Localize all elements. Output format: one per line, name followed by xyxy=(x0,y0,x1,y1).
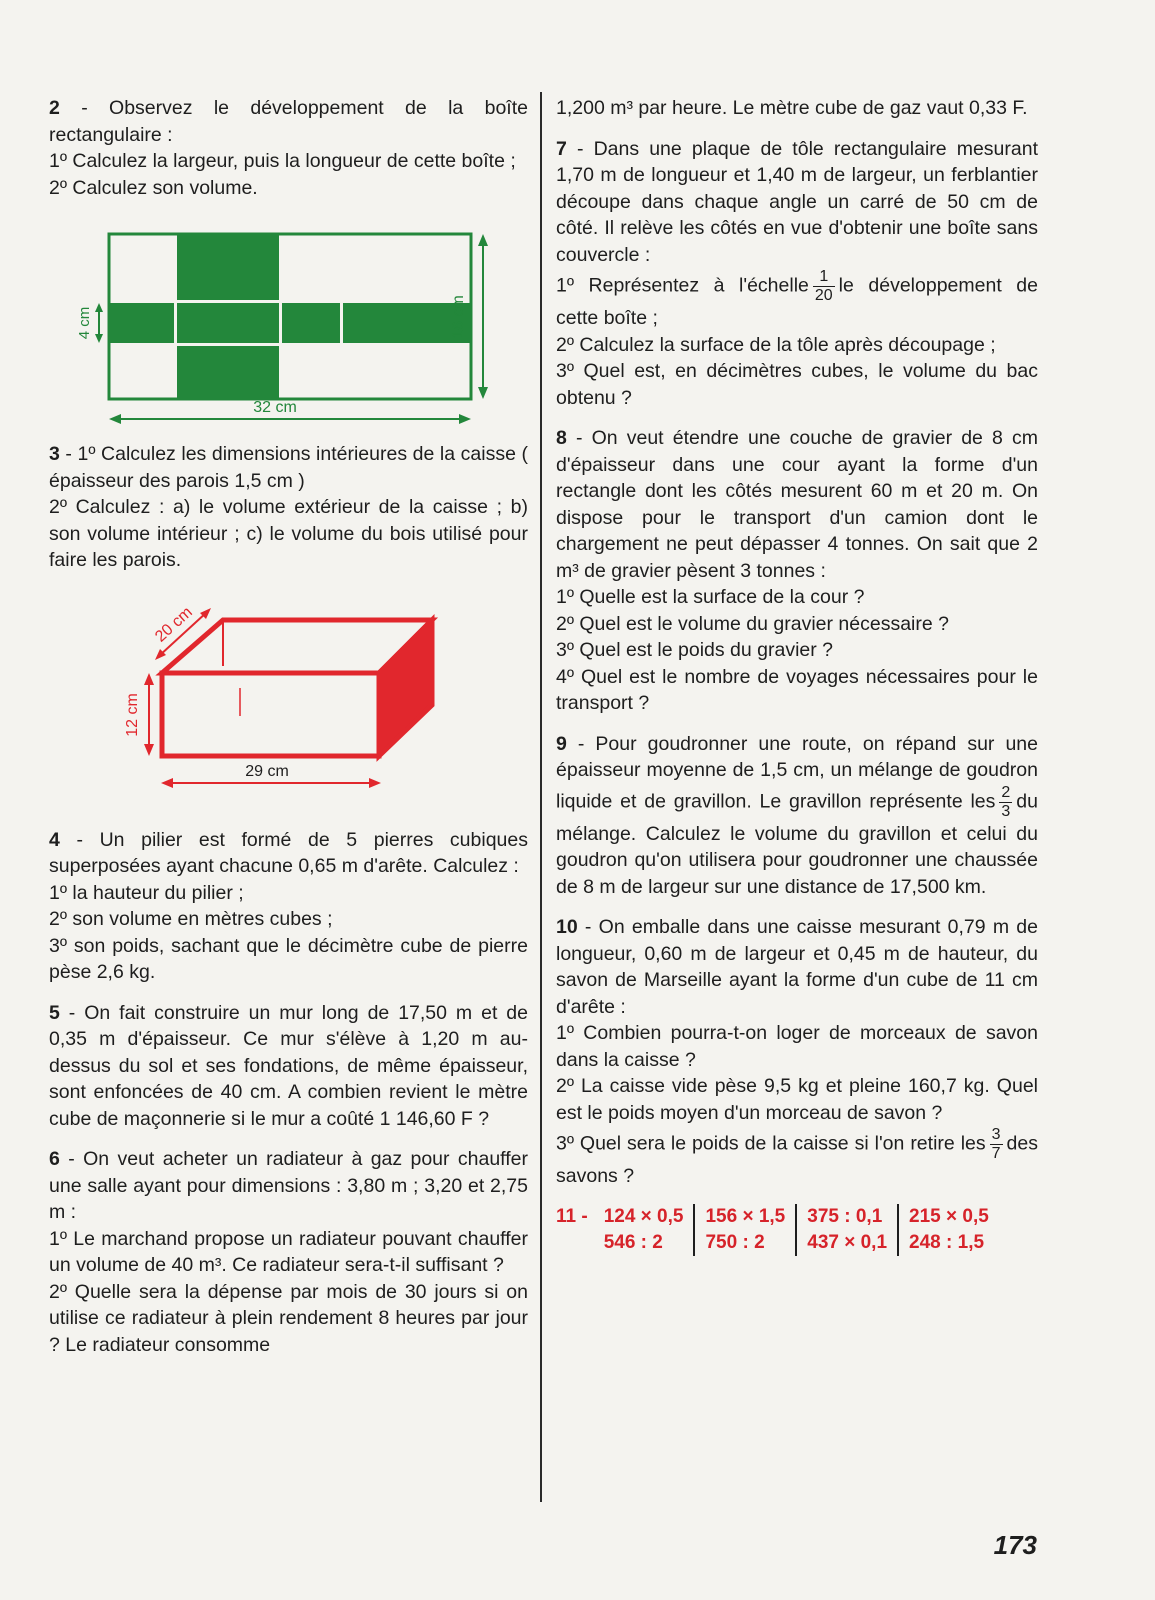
question-1: 1º Le marchand propose un radiateur pouvant chauffer un volume de 40 m³. Ce radiateur sera-t-il suffisant ? xyxy=(49,1227,528,1276)
soap-fraction: $\frac{3}{7}$ xyxy=(991,1126,1001,1162)
exercise-intro: On veut étendre une couche de gravier de 8 cm d'épaisseur dans une cour ayant la forme d'un rectangle dont les côtés mesurent 60 m et 20 m. On dispose pour le transport d'un camion dont le chargement ne peut dépasser 4 tonnes. On sait que 2 m³ de gravier pèsent 3 tonnes : xyxy=(556,427,1038,582)
exercise-intro: On veut acheter un radiateur à gaz pour chauffer une salle ayant pour dimensions : 3,80 m ; 3,20 et 2,75 m : xyxy=(49,1148,528,1223)
column-divider xyxy=(540,92,542,1502)
operations-row xyxy=(556,1204,999,1230)
box-net-figure xyxy=(49,207,528,427)
exercise-number: 8 xyxy=(556,427,567,449)
height-label: 12 cm xyxy=(124,692,141,737)
question-2: 2º Calculez la surface de la tôle après découpage ; xyxy=(556,333,996,356)
exercise-7: 7 - Dans une plaque de tôle rectangulaire mesurant 1,70 m de longueur et 1,40 m de largeur, un ferblantier découpe dans chaque angle un carré de 50 cm de côté. Il relève les côtés en vue d'obtenir une boîte sans couvercle : 1º Représentez à l'échelle $\frac{1}{20}$ le développement de cette boîte ; 2º Calculez la surface de la tôle après découpage ; 3º Quel est, en décimètres cubes, le volume du bac obtenu ? xyxy=(556,136,1038,412)
question-3: 3º Quel est le poids du gravier ? xyxy=(556,639,834,661)
width-label: 32 cm xyxy=(253,399,297,416)
question-2: 2º La caisse vide pèse 9,5 kg et pleine 160,7 kg. Quel est le poids moyen d'un morceau de savon ? xyxy=(556,1075,1038,1124)
arrowhead xyxy=(95,334,103,343)
arrowhead xyxy=(144,744,154,756)
exercise-4: 4 - Un pilier est formé de 5 pierres cubiques superposées ayant chacune 0,65 m d'arête. Calculez : 1º la hauteur du pilier ; 2º son volume en mètres cubes ; 3º son poids, sachant que le décimètre cube de pierre pèse 2,6 kg. xyxy=(49,827,528,986)
exercise-number: 4 xyxy=(49,828,60,851)
question-3: 3º Quel sera le poids de la caisse si l'on retire les $\frac{3}{7}$ des savons ? xyxy=(556,1126,1038,1187)
exercise-3: 3 - 1º Calculez les dimensions intérieures de la caisse ( épaisseur des parois 1,5 cm ) 2º Calculez : a) le volume extérieur de la caisse ; b) son volume intérieur ; c) le volume du bois utilisé pour faire les parois. 20 cm 12 cm 29 cm xyxy=(49,441,528,795)
exercise-intro: Un pilier est formé de 5 pierres cubiques superposées ayant chacune 0,65 m d'arête. Calculez : xyxy=(49,828,528,877)
width-label: 29 cm xyxy=(245,762,289,780)
depth-label: 20 cm xyxy=(152,603,196,646)
operations-table xyxy=(556,1204,999,1256)
operation: 375 : 0,1 xyxy=(796,1204,898,1230)
question-1: 1º Calculez les dimensions intérieures de la caisse ( épaisseur des parois 1,5 cm ) xyxy=(49,443,528,492)
exercise-10: 10 - On emballe dans une caisse mesurant 0,79 m de longueur, 0,60 m de largeur et 0,45 m de hauteur, du savon de Marseille ayant la forme d'un cube de 11 cm d'arête : 1º Combien pourra-t-on loger de morceaux de savon dans la caisse ? 2º La caisse vide pèse 9,5 kg et pleine 160,7 kg. Quel est le poids moyen d'un morceau de savon ? 3º Quel sera le poids de la caisse si l'on retire les $\frac{3}{7}$ des savons ? xyxy=(556,914,1038,1190)
exercise-number: 9 xyxy=(556,732,567,755)
question-4: 4º Quel est le nombre de voyages nécessaires pour le transport ? xyxy=(556,665,1038,714)
height-label: 16 cm xyxy=(450,295,467,339)
net-face-right-flap xyxy=(282,303,340,343)
crate-front-face xyxy=(162,673,379,756)
arrowhead xyxy=(144,673,154,685)
operation: 248 : 1,5 xyxy=(898,1230,999,1256)
arrowhead xyxy=(161,778,173,788)
mix-fraction: $\frac{2}{3}$ xyxy=(1001,783,1011,820)
question-1: 1º la hauteur du pilier ; xyxy=(49,881,244,904)
operation: 124 × 0,5 xyxy=(603,1205,684,1227)
exercise-11 xyxy=(556,1204,1038,1256)
question-2: 2º Calculez : a) le volume extérieur de la caisse ; b) son volume intérieur ; c) le volume du bois utilisé pour faire les parois. xyxy=(49,496,528,571)
net-face-top xyxy=(177,234,279,300)
exercise-text: On fait construire un mur long de 17,50 m et de 0,35 m d'épaisseur. Ce mur s'élève à 1,20 m au-dessus du sol et ses fondations, de même épaisseur, sont enfoncées de 40 cm. A combien revient le mètre cube de maçonnerie si le mur a coûté 1 146,60 F ? xyxy=(49,1001,528,1130)
exercise-number: 3 xyxy=(49,443,60,465)
exercise-text: 1,200 m³ par heure. Le mètre cube de gaz vaut 0,33 F. xyxy=(556,97,1028,119)
operation: 750 : 2 xyxy=(694,1230,796,1256)
exercise-8: 8 - On veut étendre une couche de gravier de 8 cm d'épaisseur dans une cour ayant la forme d'un rectangle dont les côtés mesurent 60 m et 20 m. On dispose pour le transport d'un camion dont le chargement ne peut dépasser 4 tonnes. On sait que 2 m³ de gravier pèsent 3 tonnes : 1º Quelle est la surface de la cour ? 2º Quel est le volume du gravier nécessaire ? 3º Quel est le poids du gravier ? 4º Quel est le nombre de voyages nécessaires pour le transport ? xyxy=(556,425,1038,717)
arrowhead xyxy=(369,778,381,788)
arrowhead xyxy=(459,414,471,424)
net-face-center xyxy=(177,303,279,343)
exercise-number: 6 xyxy=(49,1148,60,1170)
net-face-left-flap xyxy=(109,303,174,343)
exercise-6: 6 - On veut acheter un radiateur à gaz pour chauffer une salle ayant pour dimensions : 3,80 m ; 3,20 et 2,75 m : 1º Le marchand propose un radiateur pouvant chauffer un volume de 40 m³. Ce radiateur sera-t-il suffisant ? 2º Quelle sera la dépense par mois de 30 jours si on utilise ce radiateur à plein rendement 8 heures par jour ? Le radiateur consomme xyxy=(49,1146,528,1358)
exercise-intro: Dans une plaque de tôle rectangulaire mesurant 1,70 m de longueur et 1,40 m de largeur, un ferblantier découpe dans chaque angle un carré de 50 cm de côté. Il relève les côtés en vue d'obtenir une boîte sans couvercle : xyxy=(556,137,1038,266)
exercise-number: 11 - xyxy=(556,1205,588,1227)
exercise-number: 10 xyxy=(556,916,578,938)
left-column xyxy=(49,95,528,1372)
question-2: 2º Quel est le volume du gravier nécessaire ? xyxy=(556,612,949,635)
question-2: 2º Quelle sera la dépense par mois de 30 jours si on utilise ce radiateur à plein rendement 8 heures par jour ? Le radiateur consomme xyxy=(49,1280,528,1356)
exercise-number: 7 xyxy=(556,137,567,160)
question-2: 2º Calculez son volume. xyxy=(49,176,258,199)
exercise-6-continued xyxy=(556,95,1038,122)
exercise-number: 2 xyxy=(49,97,60,119)
strip-label: 4 cm xyxy=(76,306,93,340)
scale-fraction: $\frac{1}{20}$ xyxy=(814,268,833,304)
operation: 215 × 0,5 xyxy=(898,1204,999,1230)
operation: 437 × 0,1 xyxy=(796,1230,898,1256)
page-number: 173 xyxy=(993,1530,1037,1560)
exercise-5: 5 - On fait construire un mur long de 17,50 m et de 0,35 m d'épaisseur. Ce mur s'élève à 1,20 m au-dessus du sol et ses fondations, de même épaisseur, sont enfoncées de 40 cm. A combien revient le mètre cube de maçonnerie si le mur a coûté 1 146,60 F ? xyxy=(49,1001,528,1130)
question-1: 1º Calculez la largeur, puis la longueur de cette boîte ; xyxy=(49,150,516,172)
crate-side-face xyxy=(379,620,432,756)
exercise-number: 5 xyxy=(49,1001,60,1024)
question-3: 3º Quel est, en décimètres cubes, le volume du bac obtenu ? xyxy=(556,360,1038,409)
operations-row xyxy=(556,1230,999,1256)
question-2: 2º son volume en mètres cubes ; xyxy=(49,908,333,930)
exercise-intro: Observez le développement de la boîte rectangulaire : xyxy=(49,97,528,146)
arrowhead xyxy=(478,234,488,246)
question-3: 3º son poids, sachant que le décimètre cube de pierre pèse 2,6 kg. xyxy=(49,934,528,983)
net-face-bottom xyxy=(177,346,279,399)
crate-figure xyxy=(49,580,528,795)
exercise-intro: On emballe dans une caisse mesurant 0,79 m de longueur, 0,60 m de largeur et 0,45 m de hauteur, du savon de Marseille ayant la forme d'un cube de 11 cm d'arête : xyxy=(556,916,1038,1018)
operation: 156 × 1,5 xyxy=(694,1204,796,1230)
arrowhead xyxy=(109,414,121,424)
arrowhead xyxy=(478,387,488,399)
exercise-2: 2 - Observez le développement de la boîte rectangulaire : 1º Calculez la largeur, puis la longueur de cette boîte ; 2º Calculez son volume. 32 cm 16 cm 4 cm xyxy=(49,95,528,427)
question-1: 1º Combien pourra-t-on loger de morceaux de savon dans la caisse ? xyxy=(556,1022,1038,1071)
exercise-9: 9 - Pour goudronner une route, on répand sur une épaisseur moyenne de 1,5 cm, un mélange de goudron liquide et de gravillon. Le gravillon représente les $\frac{2}{3}$ du mélange. Calculez le volume du gravillon et celui du goudron qu'on utilisera pour goudronner une chaussée de 8 m de largeur sur une distance de 17,500 km. xyxy=(556,732,1038,898)
question-1: 1º Représentez à l'échelle $\frac{1}{20}$ le développement de cette boîte ; xyxy=(556,268,1038,329)
question-1: 1º Quelle est la surface de la cour ? xyxy=(556,586,865,608)
right-column xyxy=(556,95,1038,1256)
operation: 546 : 2 xyxy=(603,1231,663,1253)
arrowhead xyxy=(95,303,103,312)
